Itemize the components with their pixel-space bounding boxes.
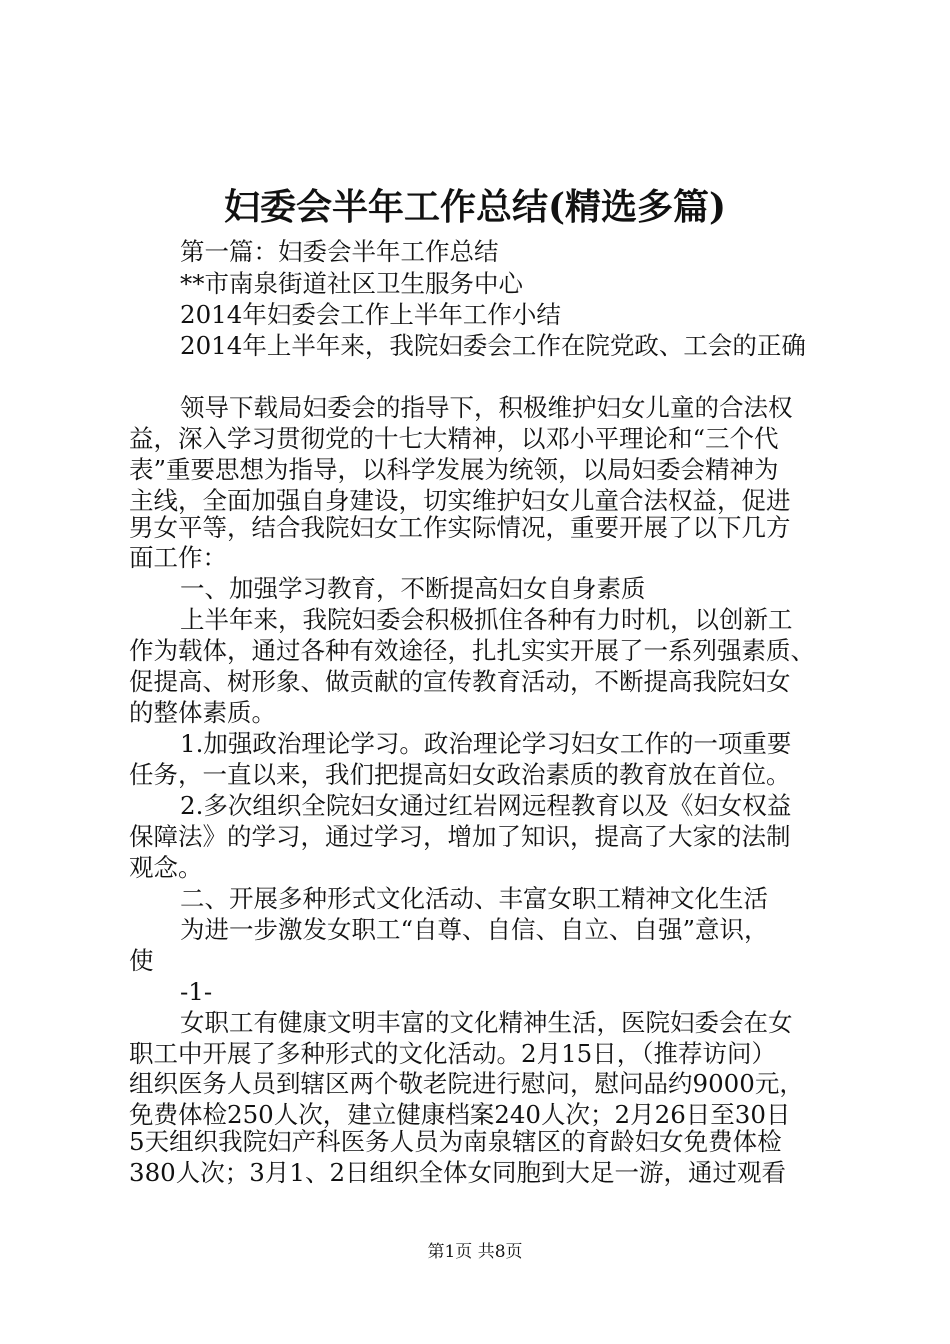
page-footer: 第1页 共8页 [427, 1242, 523, 1262]
body-line: 表”重要思想为指导，以科学发展为统领，以局妇委会精神为 [129, 455, 779, 484]
body-line: 作为载体，通过各种有效途径，扎扎实实开展了一系列强素质、 [129, 636, 815, 665]
subsection-heading: 二、开展多种形式文化活动、丰富女职工精神文化生活 [180, 884, 768, 913]
body-line: 2.多次组织全院妇女通过红岩网远程教育以及《妇女权益 [180, 791, 792, 820]
page-marker: -1- [180, 977, 213, 1006]
body-line: 5天组织我院妇产科医务人员为南泉辖区的育龄妇女免费体检 [129, 1127, 782, 1156]
body-line: 1.加强政治理论学习。政治理论学习妇女工作的一项重要 [180, 729, 792, 758]
body-line: 的整体素质。 [129, 698, 276, 727]
body-line: 主线，全面加强自身建设，切实维护妇女儿童合法权益，促进 [129, 486, 791, 515]
subsection-heading: 一、加强学习教育，不断提高妇女自身素质 [180, 574, 646, 603]
organization-name: **市南泉街道社区卫生服务中心 [180, 269, 523, 298]
body-line: 上半年来，我院妇委会积极抓住各种有力时机，以创新工 [180, 605, 793, 634]
body-line: 2014年上半年来，我院妇委会工作在院党政、工会的正确 [180, 331, 806, 360]
body-line: 保障法》的学习，通过学习，增加了知识，提高了大家的法制 [129, 822, 791, 851]
body-line: 380人次；3月1、2日组织全体女同胞到大足一游，通过观看 [129, 1158, 787, 1187]
report-title: 2014年妇委会工作上半年工作小结 [180, 300, 561, 329]
body-line: 观念。 [129, 853, 203, 882]
body-line: 使 [129, 946, 154, 975]
body-line: 领导下载局妇委会的指导下，积极维护妇女儿童的合法权 [180, 393, 793, 422]
body-line: 面工作： [129, 543, 227, 572]
body-line: 任务，一直以来，我们把提高妇女政治素质的教育放在首位。 [129, 760, 791, 789]
section-heading: 第一篇：妇委会半年工作总结 [180, 237, 499, 266]
body-line: 职工中开展了多种形式的文化活动。2月15日，（推荐访问） [129, 1039, 777, 1068]
body-line: 益，深入学习贯彻党的十七大精神，以邓小平理论和“三个代 [129, 424, 779, 453]
body-line: 为进一步激发女职工“自尊、自信、自立、自强”意识， [180, 915, 769, 944]
body-line: 促提高、树形象、做贡献的宣传教育活动，不断提高我院妇女 [129, 667, 791, 696]
body-line: 组织医务人员到辖区两个敬老院进行慰问，慰问品约9000元， [129, 1069, 804, 1098]
body-line: 女职工有健康文明丰富的文化精神生活，医院妇委会在女 [180, 1008, 793, 1037]
document-title: 妇委会半年工作总结(精选多篇) [223, 186, 727, 228]
body-line: 男女平等，结合我院妇女工作实际情况，重要开展了以下几方 [129, 513, 791, 542]
body-line: 免费体检250人次，建立健康档案240人次；2月26日至30日 [129, 1100, 791, 1129]
